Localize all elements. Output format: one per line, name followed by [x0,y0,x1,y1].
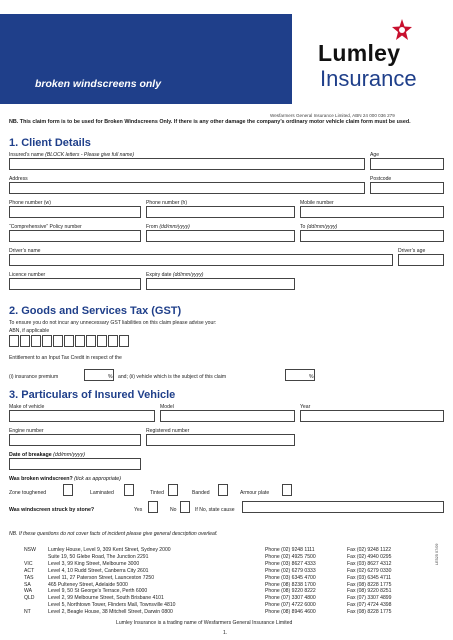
vehicle-percent-sign: % [309,374,314,380]
header-banner [0,14,292,104]
office-phone: Phone (07) 4722 6000 [265,602,316,609]
make-label: Make of vehicle [9,404,45,410]
to-label: To (dd/mm/yyyy) [300,224,338,230]
struck-by-stone-label: Was windscreen struck by stone? [9,507,95,513]
phone-w-label: Phone number (w) [9,200,51,206]
abn-digit-cell[interactable] [64,335,74,347]
yes-label: Yes [134,507,143,513]
logo-text-insurance: Insurance [320,66,417,91]
abn-digit-cell[interactable] [42,335,52,347]
trading-name: Lumley Insurance is a trading name of Wesfarmers General Insurance Limited [116,620,293,626]
was-broken-label: Was broken windscreen? (tick as appropriate) [9,476,121,482]
office-state: SA [24,581,31,588]
from-date-field[interactable] [146,230,295,242]
licence-number-field[interactable] [9,278,141,290]
office-address: Level 2, Beagle House, 38 Mitchell Street, Darwin 0800 [48,609,173,616]
licence-number-label: Licence number [9,272,46,278]
if-no-cause-field[interactable] [242,501,444,513]
section1-title: 1. Client Details [9,137,91,149]
engine-field[interactable] [9,434,141,446]
office-address: 465 Pulteney Street, Adelaide 5000 [48,581,128,588]
mobile-label: Mobile number [300,200,334,206]
drivers-name-field[interactable] [9,254,393,266]
entitlement-label: Entitlement to an Input Tax Credit in respect of the [9,355,122,361]
office-address: Level 3, 99 King Street, Melbourne 3000 [48,560,140,567]
year-label: Year [300,404,311,410]
abn-digit-cell[interactable] [75,335,85,347]
abn-label: ABN, if applicable [9,328,50,334]
abn-digit-cell[interactable] [53,335,63,347]
office-fax: Fax (03) 6345 4711 [347,574,392,581]
date-breakage-field[interactable] [9,458,141,470]
armour-plate-label: Armour plate [240,490,270,496]
abn-digit-cell[interactable] [119,335,129,347]
year-field[interactable] [300,410,444,422]
office-phone: Phone (03) 6345 4700 [265,574,316,581]
form-title: broken windscreens only [35,78,162,90]
office-state: WA [24,588,33,595]
company-abn: Wesfarmers General Insurance Limited, ABN 24 000 036 279 [270,113,395,118]
nb-notice: NB. This claim form is to be used for Broken Windscreens Only. If there is any other damage the company’s ordinary motor vehicle claim form must be used. [9,119,411,125]
office-state: VIC [24,560,33,567]
make-field[interactable] [9,410,155,422]
tinted-label: Tinted [150,490,164,496]
mobile-field[interactable] [300,206,444,218]
abn-digit-cell[interactable] [86,335,96,347]
section3-title: 3. Particulars of Insured Vehicle [9,389,176,401]
from-label: From (dd/mm/yyyy) [146,224,190,230]
office-state: TAS [24,574,34,581]
armour-plate-checkbox[interactable] [282,484,292,496]
postcode-label: Postcode [370,176,392,182]
expiry-date-label: Expiry date (dd/mm/yyyy) [146,272,204,278]
office-phone: Phone (07) 3307 4800 [265,595,316,602]
postcode-field[interactable] [370,182,444,194]
insured-name-label: Insured’s name (BLOCK letters - Please give full name) [9,152,135,158]
office-fax: Fax (07) 3307 4899 [347,595,392,602]
address-label: Address [9,176,28,182]
office-phone: Phone (02) 9248 1111 [265,547,315,553]
zone-toughened-checkbox[interactable] [63,484,73,496]
gst-intro: To ensure you do not incur any unnecessary GST liabilities on this claim please advise your: [9,320,217,326]
age-field[interactable] [370,158,444,170]
policy-number-field[interactable] [9,230,141,242]
abn-digit-cell[interactable] [31,335,41,347]
office-fax: Fax (08) 9220 8251 [347,588,392,595]
if-no-label: If No, state cause [195,507,235,513]
phone-h-field[interactable] [146,206,295,218]
lumley-logo-icon [390,18,414,42]
office-address: Level 5, Northtown Tower, Flinders Mall, Townsville 4810 [48,602,176,609]
model-field[interactable] [160,410,295,422]
expiry-date-field[interactable] [146,278,295,290]
office-phone: Phone (08) 8238 1700 [265,581,316,588]
drivers-age-field[interactable] [398,254,444,266]
vehicle-itc-label: and; (ii) vehicle which is the subject of this claim [118,374,227,380]
office-address: Level 4, 10 Rudd Street, Canberra City 2601 [48,567,149,574]
zone-toughened-label: Zone toughened [9,490,47,496]
office-phone: Phone (02) 6279 0333 [265,567,316,574]
office-fax: Fax (07) 4724 4398 [347,602,392,609]
age-label: Age [370,152,380,158]
office-state: NT [24,609,31,616]
model-label: Model [160,404,174,410]
policy-number-label: “Comprehensive” Policy number [9,224,82,230]
office-address: Lumley House, Level 9, 309 Kent Street, Sydney 2000 [48,547,171,553]
address-field[interactable] [9,182,365,194]
office-address: Level 9, 50 St George’s Terrace, Perth 6000 [48,588,148,595]
office-address: Level 11, 27 Paterson Street, Launceston 7250 [48,574,155,581]
page-number: 1. [223,630,228,636]
banded-label: Banded [192,490,210,496]
drivers-name-label: Driver’s name [9,248,41,254]
office-fax: Fax (02) 9248 1122 [347,547,392,553]
section2-title: 2. Goods and Services Tax (GST) [9,305,182,317]
registered-label: Registered number [146,428,190,434]
abn-digit-cell[interactable] [108,335,118,347]
phone-h-label: Phone number (h) [146,200,188,206]
office-phone: Phone (08) 8946 4600 [265,609,316,616]
abn-digit-cell[interactable] [97,335,107,347]
engine-label: Engine number [9,428,44,434]
office-fax: Fax (08) 8228 1775 [347,609,392,616]
premium-percent-sign: % [108,374,113,380]
office-phone: Phone (02) 4925 7500 [265,553,316,560]
form-code: LE525 07/09 [435,543,439,565]
yes-checkbox[interactable] [148,501,158,513]
office-phone: Phone (08) 9220 8222 [265,588,316,595]
office-state: ACT [24,567,35,574]
office-fax: Fax (03) 8627 4312 [347,560,392,567]
office-phone: Phone (03) 8627 4333 [265,560,316,567]
no-checkbox[interactable] [180,501,190,513]
date-breakage-label: Date of breakage (dd/mm/yyyy) [9,452,85,458]
laminated-label: Laminated [90,490,114,496]
phone-w-field[interactable] [9,206,141,218]
logo-text-lumley: Lumley [318,40,401,66]
office-address: Level 2, 99 Melbourne Street, South Brisbane 4101 [48,595,164,602]
office-state: NSW [24,547,36,553]
insured-name-field[interactable] [9,158,365,170]
office-state: QLD [24,595,35,602]
registered-field[interactable] [146,434,295,446]
nb2-notice: NB. If these questions do not cover facts of incident please give general description overleaf. [9,531,218,537]
laminated-checkbox[interactable] [124,484,134,496]
banded-checkbox[interactable] [218,484,228,496]
to-date-field[interactable] [300,230,444,242]
premium-label: (i) insurance premium [9,374,59,380]
office-fax: Fax (08) 8228 1775 [347,581,392,588]
office-row [24,609,429,616]
abn-digit-cell[interactable] [9,335,19,347]
abn-digit-cell[interactable] [20,335,30,347]
drivers-age-label: Driver’s age [398,248,426,254]
office-fax: Fax (02) 4940 0295 [347,553,392,560]
tinted-checkbox[interactable] [168,484,178,496]
office-fax: Fax (02) 6279 0330 [347,567,392,574]
office-address: Suite 19, 50 Glebe Road, The Junction 2291 [48,553,149,560]
no-label: No [170,507,177,513]
